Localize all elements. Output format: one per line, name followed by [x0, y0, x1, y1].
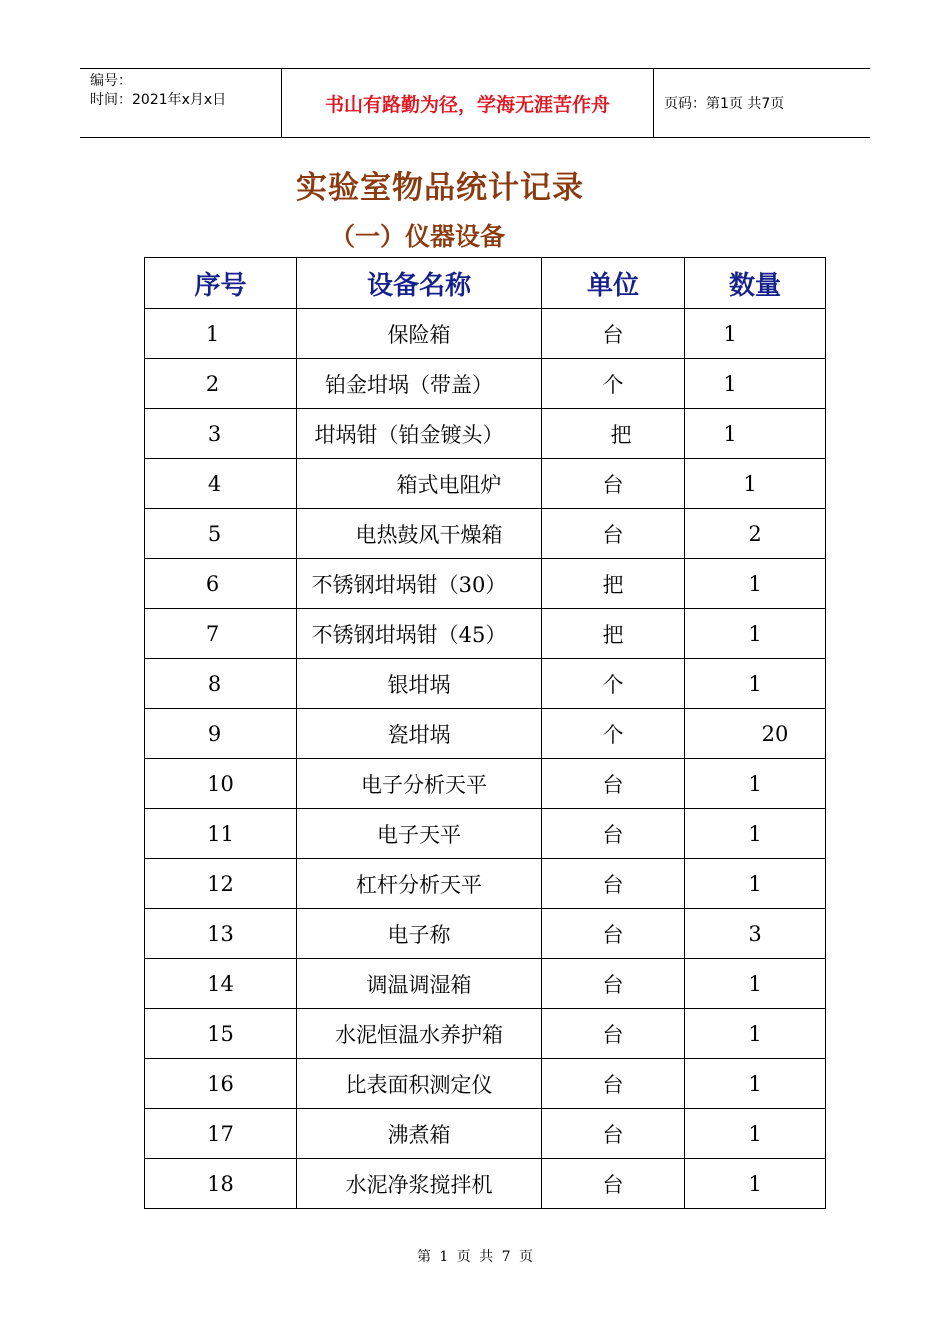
- section-subtitle: （一）仪器设备: [330, 222, 506, 251]
- cell-serial-number: 9: [139, 709, 291, 759]
- cell-serial-number: 16: [145, 1059, 297, 1109]
- header-meta: [80, 69, 281, 137]
- table-row: [145, 1059, 826, 1109]
- cell-quantity: 1: [660, 359, 801, 409]
- cell-equipment-name: 水泥恒温水养护箱: [297, 1009, 542, 1059]
- cell-equipment-name: 电子天平: [297, 809, 542, 859]
- cell-serial-number: 1: [137, 309, 289, 359]
- cell-unit: 台: [542, 859, 685, 909]
- table-row: [145, 609, 826, 659]
- cell-unit: 把: [542, 609, 685, 659]
- table-row: [145, 409, 826, 459]
- cell-quantity: 1: [685, 659, 826, 709]
- cell-equipment-name: 水泥净浆搅拌机: [297, 1159, 542, 1209]
- cell-quantity: 1: [660, 409, 801, 459]
- cell-equipment-name: 杠杆分析天平: [297, 859, 542, 909]
- cell-serial-number: 5: [139, 509, 291, 559]
- cell-serial-number: 11: [145, 809, 297, 859]
- document-title: 实验室物品统计记录: [296, 170, 584, 206]
- cell-unit: 台: [542, 1059, 685, 1109]
- cell-serial-number: 10: [145, 759, 297, 809]
- cell-equipment-name: 比表面积测定仪: [297, 1059, 542, 1109]
- table-row: [145, 309, 826, 359]
- cell-quantity: 20: [705, 709, 846, 759]
- header-quantity: 数量: [685, 258, 826, 309]
- cell-unit: 台: [542, 309, 685, 359]
- page-footer: 第 1 页 共 7 页: [416, 1249, 534, 1265]
- cell-quantity: 2: [685, 509, 826, 559]
- cell-unit: 台: [542, 809, 685, 859]
- cell-quantity: 1: [685, 1159, 826, 1209]
- table-row: [145, 809, 826, 859]
- table-row: [145, 1109, 826, 1159]
- cell-quantity: 1: [685, 1009, 826, 1059]
- cell-equipment-name: 坩埚钳（铂金镀头）: [287, 409, 532, 459]
- cell-serial-number: 17: [145, 1109, 297, 1159]
- cell-quantity: 3: [685, 909, 826, 959]
- cell-serial-number: 6: [137, 559, 289, 609]
- cell-unit: 台: [542, 1009, 685, 1059]
- table-row: [145, 959, 826, 1009]
- cell-serial-number: 13: [145, 909, 297, 959]
- cell-quantity: 1: [685, 959, 826, 1009]
- cell-equipment-name: 调温调湿箱: [297, 959, 542, 1009]
- table-row: [145, 859, 826, 909]
- cell-equipment-name: 不锈钢坩埚钳（30）: [287, 559, 532, 609]
- cell-quantity: 1: [685, 759, 826, 809]
- cell-serial-number: 8: [139, 659, 291, 709]
- page-header: [80, 68, 870, 138]
- cell-quantity: 1: [685, 559, 826, 609]
- table-row: [145, 509, 826, 559]
- table-row: [145, 909, 826, 959]
- cell-unit: 把: [542, 559, 685, 609]
- cell-quantity: 1: [685, 809, 826, 859]
- header-equipment-name: 设备名称: [297, 258, 542, 309]
- header-page-number: 页码：第1页 共7页: [664, 96, 785, 112]
- table-row: [145, 559, 826, 609]
- cell-quantity: 1: [660, 309, 801, 359]
- cell-equipment-name: 银坩埚: [297, 659, 542, 709]
- table-row: [145, 709, 826, 759]
- cell-quantity: 1: [685, 1059, 826, 1109]
- table-row: [145, 1159, 826, 1209]
- cell-serial-number: 3: [139, 409, 291, 459]
- cell-unit: 台: [542, 909, 685, 959]
- cell-unit: 个: [542, 359, 685, 409]
- table-row: [145, 359, 826, 409]
- cell-unit: 个: [542, 659, 685, 709]
- cell-unit: 台: [542, 1159, 685, 1209]
- document-number-label: 编号：: [90, 73, 132, 89]
- cell-unit: 台: [542, 1109, 685, 1159]
- cell-serial-number: 7: [137, 609, 289, 659]
- cell-equipment-name: 瓷坩埚: [297, 709, 542, 759]
- cell-unit: 把: [550, 409, 693, 459]
- cell-serial-number: 2: [137, 359, 289, 409]
- table-row: [145, 659, 826, 709]
- table-row: [145, 459, 826, 509]
- cell-equipment-name: 电子分析天平: [302, 759, 547, 809]
- cell-equipment-name: 箱式电阻炉: [327, 459, 572, 509]
- table-body: [145, 309, 826, 1209]
- cell-unit: 台: [542, 959, 685, 1009]
- cell-unit: 台: [542, 459, 685, 509]
- cell-quantity: 1: [685, 1109, 826, 1159]
- header-serial-number: 序号: [145, 258, 297, 309]
- cell-serial-number: 15: [145, 1009, 297, 1059]
- cell-equipment-name: 铂金坩埚（带盖）: [287, 359, 532, 409]
- cell-quantity: 1: [680, 459, 821, 509]
- equipment-table: [144, 257, 826, 1209]
- cell-equipment-name: 沸煮箱: [297, 1109, 542, 1159]
- cell-serial-number: 18: [145, 1159, 297, 1209]
- header-motto: 书山有路勤为径，学海无涯苦作舟: [281, 69, 654, 137]
- cell-unit: 个: [542, 709, 685, 759]
- cell-equipment-name: 不锈钢坩埚钳（45）: [287, 609, 532, 659]
- table-row: [145, 759, 826, 809]
- cell-equipment-name: 电子称: [297, 909, 542, 959]
- document-date-label: 时间：2021年x月x日: [90, 92, 227, 108]
- cell-serial-number: 4: [139, 459, 291, 509]
- cell-serial-number: 12: [145, 859, 297, 909]
- header-unit: 单位: [542, 258, 685, 309]
- cell-unit: 台: [542, 509, 685, 559]
- cell-equipment-name: 电热鼓风干燥箱: [307, 509, 552, 559]
- cell-quantity: 1: [685, 859, 826, 909]
- cell-serial-number: 14: [145, 959, 297, 1009]
- table-row: [145, 1009, 826, 1059]
- cell-quantity: 1: [685, 609, 826, 659]
- cell-equipment-name: 保险箱: [297, 309, 542, 359]
- table-header-row: [145, 258, 826, 309]
- cell-unit: 台: [542, 759, 685, 809]
